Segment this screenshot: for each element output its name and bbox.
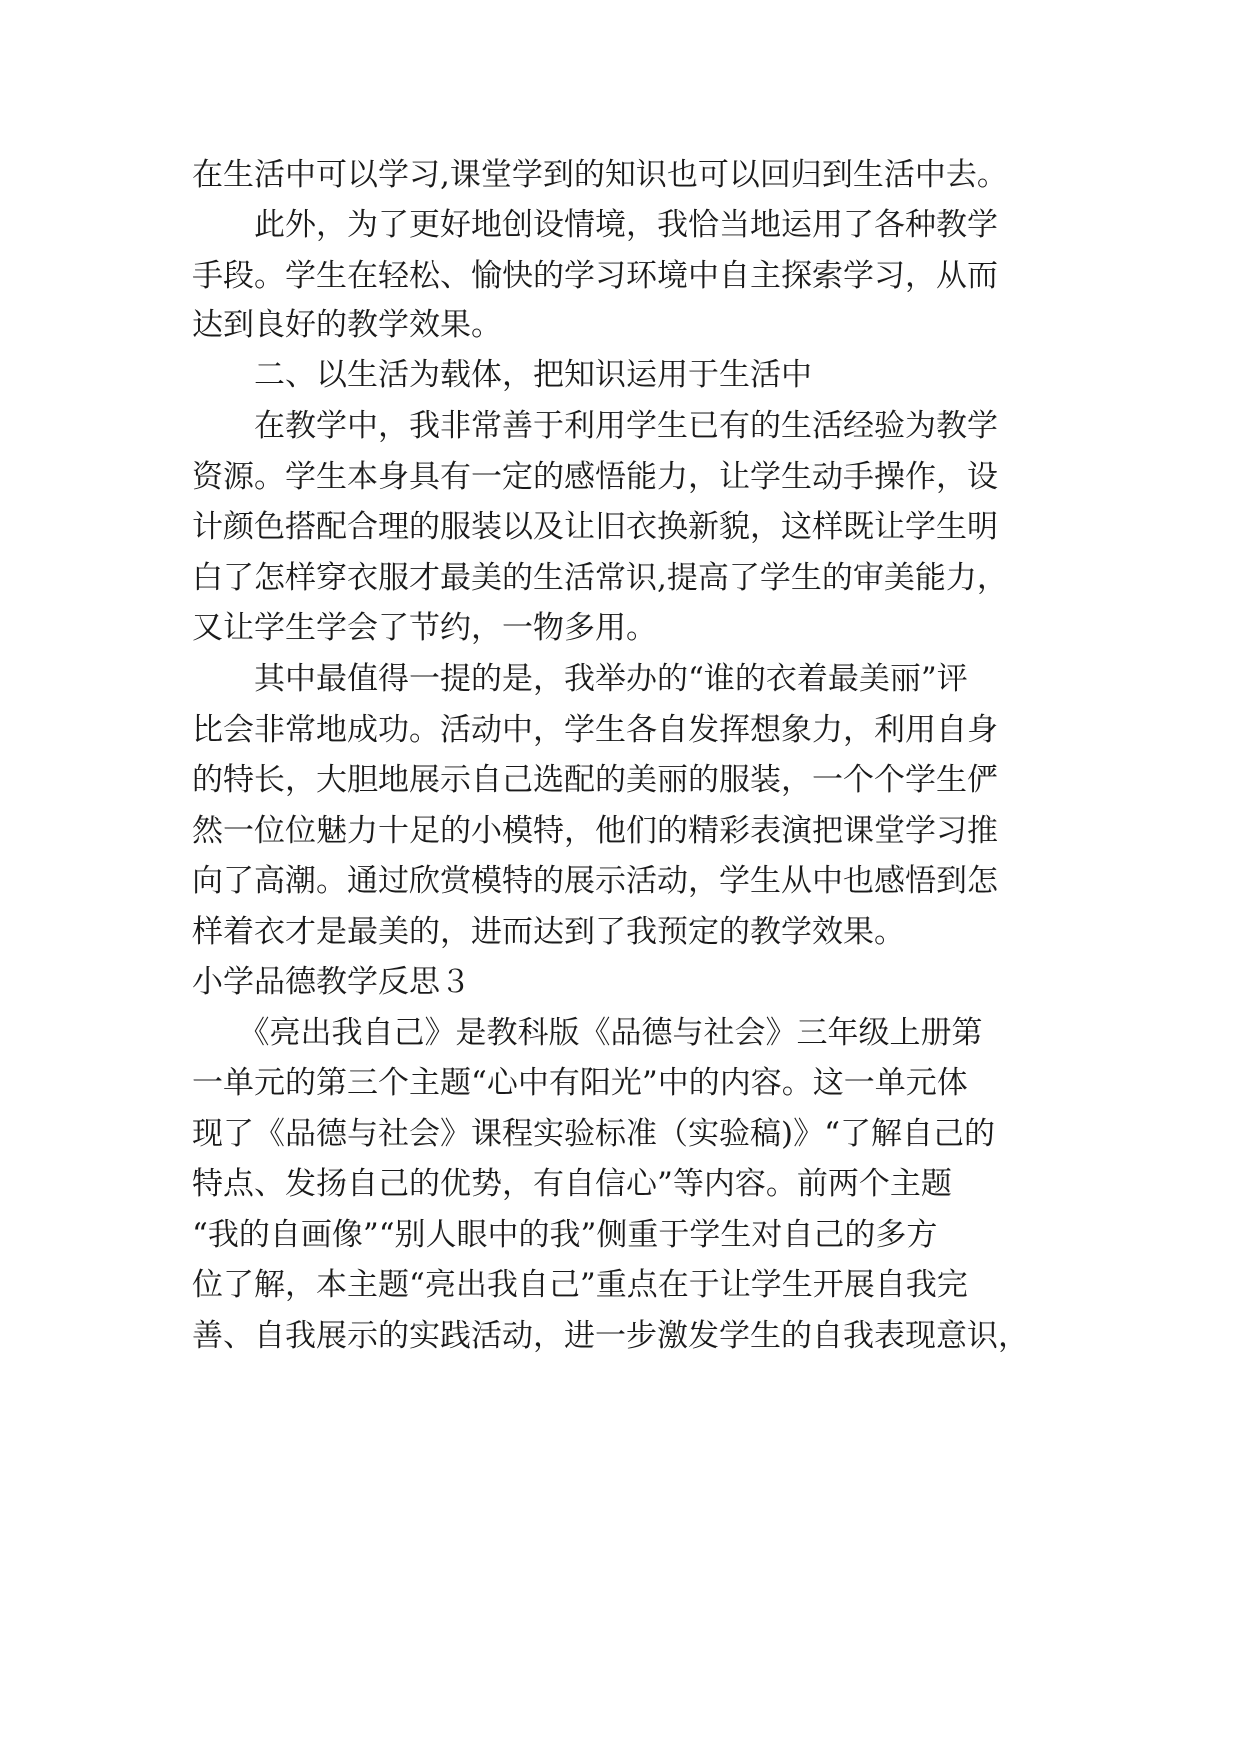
text-line: 资源。学生本身具有一定的感悟能力，让学生动手操作，设 [192,459,998,495]
text-line: 其中最值得一提的是，我举办的“谁的衣着最美丽”评 [192,661,968,697]
text-line: 现了《品德与社会》课程实验标准（实验稿)》“了解自己的 [192,1116,995,1152]
text-line: “我的自画像”“别人眼中的我”侧重于学生对自己的多方 [192,1217,938,1253]
text-line: 手段。学生在轻松、愉快的学习环境中自主探索学习，从而 [192,258,998,294]
text-line: 样着衣才是最美的，进而达到了我预定的教学效果。 [192,914,905,950]
text-line: 比会非常地成功。活动中，学生各自发挥想象力，利用自身 [192,712,998,748]
text-line: 然一位位魅力十足的小模特，他们的精彩表演把课堂学习推 [192,813,998,849]
text-line: 又让学生学会了节约，一物多用。 [192,610,657,646]
text-line: 位了解，本主题“亮出我自己”重点在于让学生开展自我完 [192,1267,968,1303]
text-line: 此外，为了更好地创设情境，我恰当地运用了各种教学 [192,207,998,243]
text-line: 达到良好的教学效果。 [192,307,502,343]
text-line: 白了怎样穿衣服才最美的生活常识,提高了学生的审美能力， [192,560,1008,596]
text-line: 二、以生活为载体，把知识运用于生活中 [192,357,812,393]
text-line: 在生活中可以学习,课堂学到的知识也可以回归到生活中去。 [192,157,1008,193]
text-line: 在教学中，我非常善于利用学生已有的生活经验为教学 [192,408,998,444]
text-line: 计颜色搭配合理的服装以及让旧衣换新貌，这样既让学生明 [192,509,998,545]
text-line: 善、自我展示的实践活动，进一步激发学生的自我表现意识， [192,1318,1029,1354]
section-heading: 小学品德教学反思３ [192,964,471,1000]
text-line: 一单元的第三个主题“心中有阳光”中的内容。这一单元体 [192,1065,968,1101]
text-line: 特点、发扬自己的优势，有自信心”等内容。前两个主题 [192,1166,952,1202]
text-line: 向了高潮。通过欣赏模特的展示活动，学生从中也感悟到怎 [192,863,998,899]
text-line: 的特长，大胆地展示自己选配的美丽的服装，一个个学生俨 [192,762,998,798]
text-line: 《亮出我自己》是教科版《品德与社会》三年级上册第 [192,1015,983,1051]
